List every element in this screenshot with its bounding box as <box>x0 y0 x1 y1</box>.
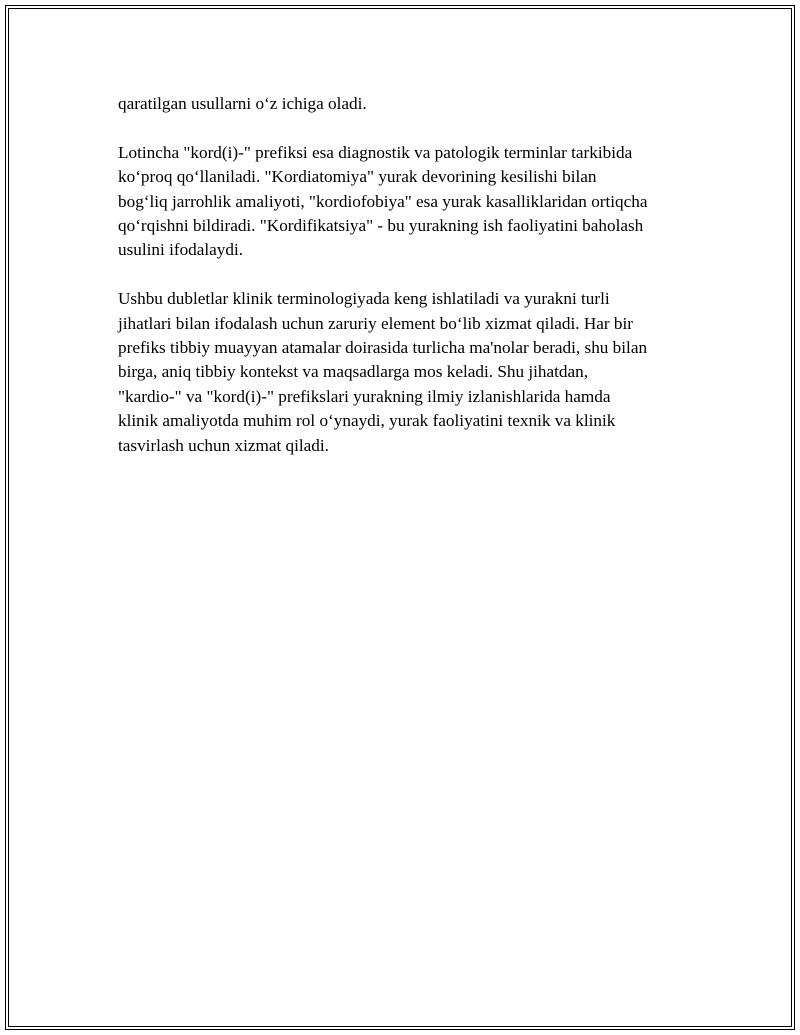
paragraph-3: Ushbu dubletlar klinik terminologiyada keng ishlatiladi va yurakni turli jihatlari bilan ifodalash uchun zaruriy element bo‘lib xizmat qiladi. Har bir prefiks tibbiy muayyan atamalar doirasida turlicha ma'nolar beradi, shu bilan birga, aniq tibbiy kontekst va maqsadlarga mos keladi. Shu jihatdan, "kardio-" va "kord(i)-" prefikslari yurakning ilmiy izlanishlarida hamda klinik amaliyotda muhim rol o‘ynaydi, yurak faoliyatini texnik va klinik tasvirlash uchun xizmat qiladi. <box>118 289 648 455</box>
page-body <box>118 92 690 482</box>
paragraph-1: qaratilgan usullarni o‘z ichiga oladi. <box>118 94 367 113</box>
paragraph-2: Lotincha "kord(i)-" prefiksi esa diagnostik va patologik terminlar tarkibida ko‘proq qo‘llaniladi. "Kordiatomiya" yurak devorining kesilishi bilan bog‘liq jarrohlik amaliyoti, "kordiofobiya" esa yurak kasalliklaridan ortiqcha qo‘rqishni bildiradi. "Kordifikatsiya" - bu yurakning ish faoliyatini baholash usulini ifodalaydi. <box>118 142 648 260</box>
